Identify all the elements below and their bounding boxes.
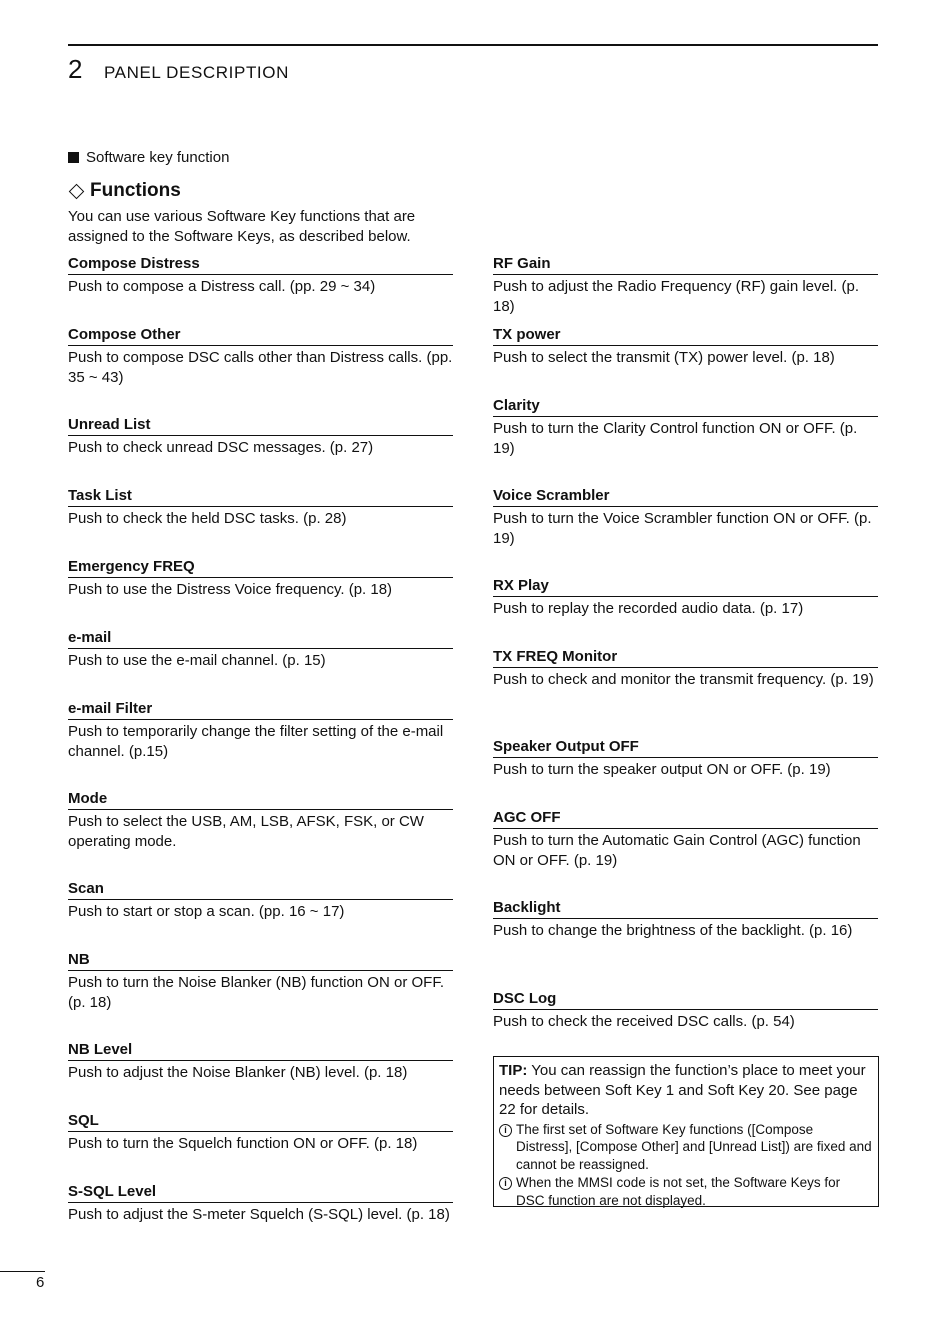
tip-box [493,1056,879,1207]
function-desc: Push to turn the Voice Scrambler function ON or OFF. (p. 19) [493,510,872,547]
function-desc: Push to use the Distress Voice frequency. (p. 18) [68,581,393,598]
function-desc: Push to check unread DSC messages. (p. 27) [68,439,374,456]
function-title: e-mail [68,628,453,649]
function-entry [493,576,878,619]
function-entry [493,396,878,458]
diamond-icon [69,183,85,199]
info-icon: i [499,1177,512,1190]
function-entry [493,898,878,941]
function-entry [493,808,878,870]
tip-note-text: The first set of Software Key functions ([Compose Distress], [Compose Other] and [Unread List]) are fixed and cannot be reassigned. [516,1121,872,1172]
function-desc: Push to turn the Squelch function ON or OFF. (p. 18) [68,1135,418,1152]
function-entry [68,950,453,1012]
function-title: Clarity [493,396,878,417]
subsection-title: Functions [90,180,181,201]
footer-rule [0,1271,45,1272]
function-desc: Push to adjust the Radio Frequency (RF) gain level. (p. 18) [493,278,860,315]
function-entry [493,486,878,548]
function-title: AGC OFF [493,808,878,829]
function-title: RF Gain [493,254,878,275]
function-title: RX Play [493,576,878,597]
function-desc: Push to select the transmit (TX) power level. (p. 18) [493,349,835,366]
tip-text: You can reassign the function’s place to meet your needs between Soft Key 1 and Soft Key 20. See page 22 for details. [499,1062,866,1118]
function-desc: Push to replay the recorded audio data. (p. 17) [493,600,804,617]
function-title: S-SQL Level [68,1182,453,1203]
function-entry [493,647,878,690]
function-entry [68,1182,453,1225]
tip-main [499,1061,872,1120]
function-entry [68,699,453,761]
header-rule [68,44,878,46]
section-heading [68,149,229,166]
chapter-title: PANEL DESCRIPTION [104,63,289,82]
function-desc: Push to turn the Noise Blanker (NB) function ON or OFF. (p. 18) [68,974,444,1011]
function-entry [493,989,878,1032]
function-entry [68,557,453,600]
function-title: Task List [68,486,453,507]
function-entry [493,737,878,780]
function-title: NB Level [68,1040,453,1061]
function-title: TX FREQ Monitor [493,647,878,668]
function-title: Backlight [493,898,878,919]
function-desc: Push to turn the Automatic Gain Control (AGC) function ON or OFF. (p. 19) [493,832,861,869]
tip-note-text: When the MMSI code is not set, the Software Keys for DSC function are not displayed. [516,1175,841,1208]
function-desc: Push to turn the Clarity Control function ON or OFF. (p. 19) [493,420,858,457]
function-title: SQL [68,1111,453,1132]
function-entry [493,254,878,316]
function-desc: Push to select the USB, AM, LSB, AFSK, FSK, or CW operating mode. [68,813,424,850]
function-desc: Push to check the held DSC tasks. (p. 28) [68,510,347,527]
function-title: Scan [68,879,453,900]
function-title: Mode [68,789,453,810]
function-title: Compose Distress [68,254,453,275]
function-desc: Push to change the brightness of the backlight. (p. 16) [493,922,853,939]
function-desc: Push to adjust the Noise Blanker (NB) level. (p. 18) [68,1064,408,1081]
function-entry [68,879,453,922]
function-entry [493,325,878,368]
function-desc: Push to temporarily change the filter setting of the e-mail channel. (p.15) [68,723,444,760]
function-entry [68,628,453,671]
function-entry [68,1040,453,1083]
info-icon: i [499,1124,512,1137]
function-desc: Push to adjust the S-meter Squelch (S-SQL) level. (p. 18) [68,1206,450,1223]
function-desc: Push to check and monitor the transmit frequency. (p. 19) [493,671,874,688]
function-desc: Push to compose DSC calls other than Distress calls. (pp. 35 ~ 43) [68,349,453,386]
function-entry [68,415,453,458]
subsection-heading [68,180,181,202]
page-number: 6 [36,1274,45,1291]
function-desc: Push to use the e-mail channel. (p. 15) [68,652,326,669]
function-title: DSC Log [493,989,878,1010]
tip-note [499,1174,872,1209]
function-entry [68,325,453,387]
function-entry [68,789,453,851]
function-desc: Push to start or stop a scan. (pp. 16 ~ 17) [68,903,345,920]
function-title: Speaker Output OFF [493,737,878,758]
function-desc: Push to check the received DSC calls. (p. 54) [493,1013,795,1030]
function-title: e-mail Filter [68,699,453,720]
function-title: TX power [493,325,878,346]
square-bullet-icon [68,152,79,163]
tip-note [499,1121,872,1174]
function-title: Emergency FREQ [68,557,453,578]
tip-label: TIP: [499,1062,528,1079]
function-desc: Push to compose a Distress call. (pp. 29 ~ 34) [68,278,376,295]
function-title: Compose Other [68,325,453,346]
intro-text: You can use various Software Key functions that are assigned to the Software Keys, as described below. [68,208,416,245]
section-title: Software key function [86,149,230,166]
function-title: NB [68,950,453,971]
function-entry [68,486,453,529]
chapter-number: 2 [68,54,83,84]
function-desc: Push to turn the speaker output ON or OFF. (p. 19) [493,761,831,778]
function-title: Unread List [68,415,453,436]
function-title: Voice Scrambler [493,486,878,507]
function-entry [68,1111,453,1154]
function-entry [68,254,453,297]
